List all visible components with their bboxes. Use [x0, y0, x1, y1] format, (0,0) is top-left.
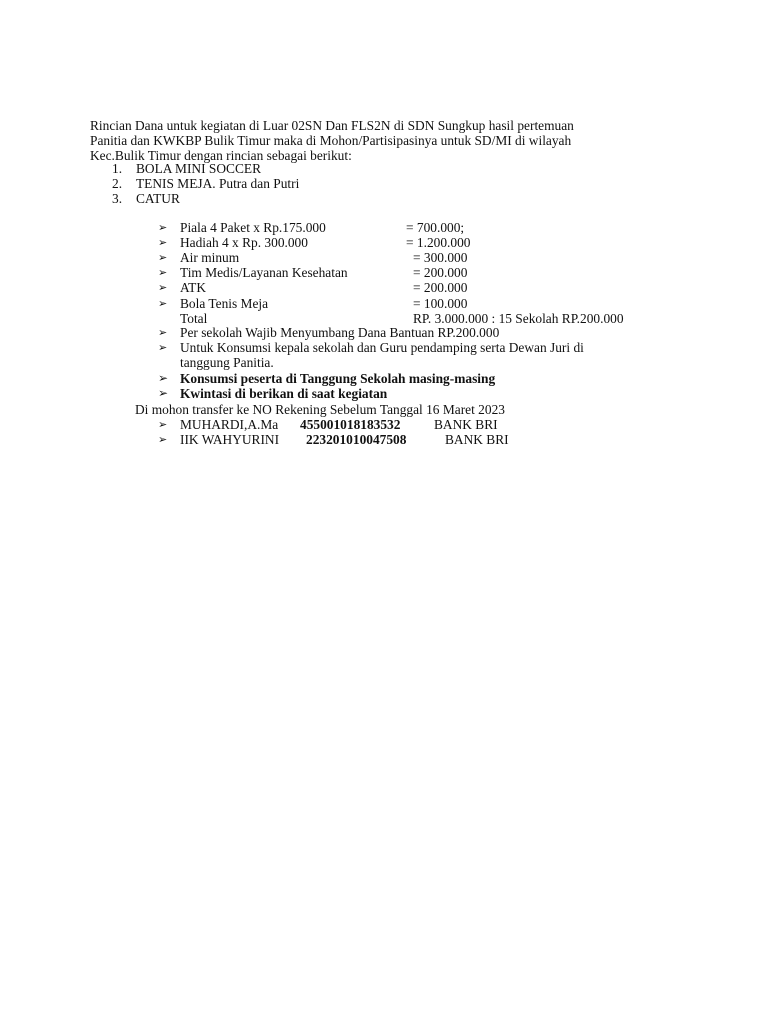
account-bank: BANK BRI [445, 432, 509, 447]
cost-value: = 300.000 [413, 250, 468, 265]
list-number: 1. [112, 161, 123, 176]
intro-line: Panitia dan KWKBP Bulik Timur maka di Mohon/Partisipasinya untuk SD/MI di wilayah [90, 133, 572, 149]
list-number: 2. [112, 176, 123, 191]
cost-value: = 700.000; [406, 220, 465, 235]
arrow-bullet-icon: ➢ [158, 418, 168, 431]
arrow-bullet-icon: ➢ [158, 281, 168, 294]
cost-label: Bola Tenis Meja [180, 296, 269, 311]
account-bank: BANK BRI [434, 417, 498, 432]
account-name: IIK WAHYURINI [180, 432, 280, 447]
cost-label: Air minum [180, 250, 240, 265]
account-name: MUHARDI,A.Ma [180, 417, 279, 432]
arrow-bullet-icon: ➢ [158, 371, 169, 385]
intro-line: Rincian Dana untuk kegiatan di Luar 02SN Dan FLS2N di SDN Sungkup hasil pertemuan [90, 118, 574, 133]
arrow-bullet-icon: ➢ [158, 297, 168, 310]
cost-label: Hadiah 4 x Rp. 300.000 [180, 235, 308, 250]
total-label: Total [180, 311, 208, 326]
arrow-bullet-icon: ➢ [158, 433, 168, 446]
list-number: 3. [112, 191, 123, 206]
cost-value: = 100.000 [413, 296, 468, 311]
transfer-note: Di mohon transfer ke NO Rekening Sebelum Tanggal 16 Maret 2023 [135, 402, 505, 417]
arrow-bullet-icon: ➢ [158, 251, 168, 264]
list-text: TENIS MEJA. Putra dan Putri [136, 176, 300, 191]
bold-note-text: Konsumsi peserta di Tanggung Sekolah masing-masing [180, 371, 496, 386]
cost-value: = 200.000 [413, 265, 468, 280]
note-text: Per sekolah Wajib Menyumbang Dana Bantuan RP.200.000 [180, 325, 500, 340]
list-text: CATUR [136, 191, 180, 206]
cost-value: = 200.000 [413, 280, 468, 295]
note-text: tanggung Panitia. [180, 355, 274, 370]
bold-note-text: Kwintasi di berikan di saat kegiatan [180, 386, 388, 401]
list-text: BOLA MINI SOCCER [136, 161, 261, 176]
intro-paragraph [90, 118, 670, 164]
arrow-bullet-icon: ➢ [158, 221, 168, 234]
arrow-bullet-icon: ➢ [158, 341, 168, 354]
cost-value: = 1.200.000 [406, 235, 471, 250]
account-number: 455001018183532 [300, 417, 401, 432]
arrow-bullet-icon: ➢ [158, 266, 168, 279]
account-number: 223201010047508 [306, 432, 407, 447]
cost-label: Tim Medis/Layanan Kesehatan [180, 265, 348, 280]
total-value: RP. 3.000.000 : 15 Sekolah RP.200.000 [413, 311, 624, 326]
intro-line: Kec.Bulik Timur dengan rincian sebagai berikut: [90, 148, 352, 164]
cost-label: Piala 4 Paket x Rp.175.000 [180, 220, 326, 235]
arrow-bullet-icon: ➢ [158, 326, 168, 339]
cost-label: ATK [180, 280, 207, 295]
note-text: Untuk Konsumsi kepala sekolah dan Guru pendamping serta Dewan Juri di [180, 340, 584, 355]
arrow-bullet-icon: ➢ [158, 236, 168, 249]
arrow-bullet-icon: ➢ [158, 386, 169, 400]
